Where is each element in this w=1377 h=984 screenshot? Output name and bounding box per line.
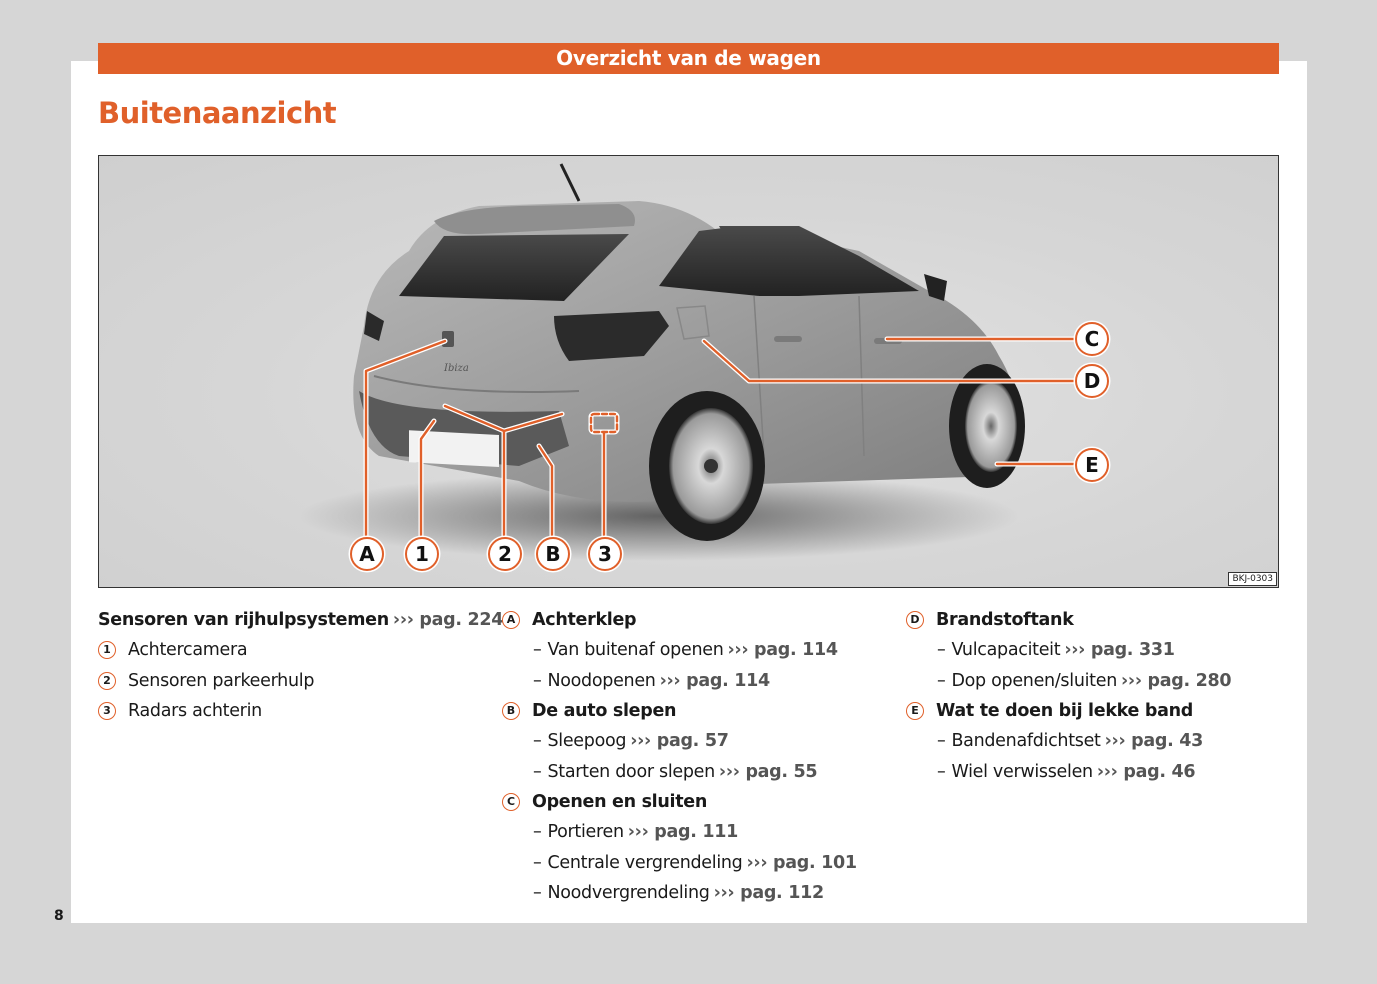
section-heading-A: A Achterklep [502, 605, 892, 635]
page-ref-link[interactable]: ››› pag. 57 [630, 731, 729, 752]
number-badge: 3 [98, 702, 116, 720]
list-item: – Vulcapaciteit ››› pag. 331 [937, 640, 1175, 661]
number-badge: 2 [98, 672, 116, 690]
page-number: 8 [54, 908, 64, 924]
callout-E: E [1075, 448, 1109, 482]
car-exterior-figure [98, 155, 1279, 588]
list-item: 2 Sensoren parkeerhulp [98, 666, 488, 696]
list-item: – Noodopenen ››› pag. 114 [533, 670, 770, 691]
list-item: – Wiel verwisselen ››› pag. 46 [937, 761, 1196, 782]
section-heading-E: E Wat te doen bij lekke band [906, 696, 1296, 726]
page-ref-link[interactable]: ››› pag. 112 [713, 882, 824, 903]
section-heading-D: D Brandstoftank [906, 605, 1296, 635]
number-badge: 1 [98, 641, 116, 659]
list-item: – Portieren ››› pag. 111 [533, 822, 739, 843]
letter-badge: E [906, 702, 924, 720]
page-ref-link[interactable]: ››› pag. 46 [1096, 761, 1196, 782]
letter-badge: A [502, 611, 520, 629]
page-ref-link[interactable]: ››› pag. 280 [1121, 670, 1232, 691]
page-ref-link[interactable]: ››› pag. 43 [1104, 731, 1204, 752]
callout-A: A [350, 537, 384, 571]
list-item: – Sleepoog ››› pag. 57 [533, 731, 729, 752]
svg-text:Ibiza: Ibiza [444, 363, 469, 374]
column-sensors [98, 605, 504, 726]
callout-2: 2 [488, 537, 522, 571]
list-item: – Bandenafdichtset ››› pag. 43 [937, 731, 1204, 752]
list-item: 3 Radars achterin [98, 696, 488, 726]
letter-badge: D [906, 611, 924, 629]
section-heading-B: B De auto slepen [502, 696, 892, 726]
page-ref-link[interactable]: ››› pag. 114 [659, 670, 770, 691]
page-ref-link[interactable]: ››› pag. 55 [718, 761, 818, 782]
callout-B: B [536, 537, 570, 571]
list-item: – Starten door slepen ››› pag. 55 [533, 761, 818, 782]
list-item: – Centrale vergrendeling ››› pag. 101 [533, 852, 857, 873]
callout-C: C [1075, 322, 1109, 356]
figure-code: BKJ-0303 [1228, 572, 1277, 586]
page-ref-link[interactable]: ››› pag. 114 [727, 640, 838, 661]
sensors-heading: Sensoren van rijhulpsystemen ››› pag. 224 [98, 610, 504, 631]
callout-3: 3 [588, 537, 622, 571]
list-item: – Dop openen/sluiten ››› pag. 280 [937, 670, 1232, 691]
page-ref-link[interactable]: ››› pag. 331 [1064, 640, 1175, 661]
list-item: – Van buitenaf openen ››› pag. 114 [533, 640, 838, 661]
callout-D: D [1075, 364, 1109, 398]
section-header: Overzicht van de wagen [98, 43, 1279, 74]
section-heading-C: C Openen en sluiten [502, 787, 892, 817]
page-title: Buitenaanzicht [98, 96, 337, 130]
list-item: 1 Achtercamera [98, 635, 488, 665]
callout-1: 1 [405, 537, 439, 571]
page-ref-link[interactable]: ››› pag. 101 [746, 852, 857, 873]
letter-badge: C [502, 793, 520, 811]
page-ref-link[interactable]: ››› pag. 224 [392, 610, 504, 631]
list-item: – Noodvergrendeling ››› pag. 112 [533, 882, 824, 903]
page-ref-link[interactable]: ››› pag. 111 [627, 822, 739, 843]
column-a-b-c [502, 605, 892, 908]
letter-badge: B [502, 702, 520, 720]
column-d-e [906, 605, 1296, 787]
